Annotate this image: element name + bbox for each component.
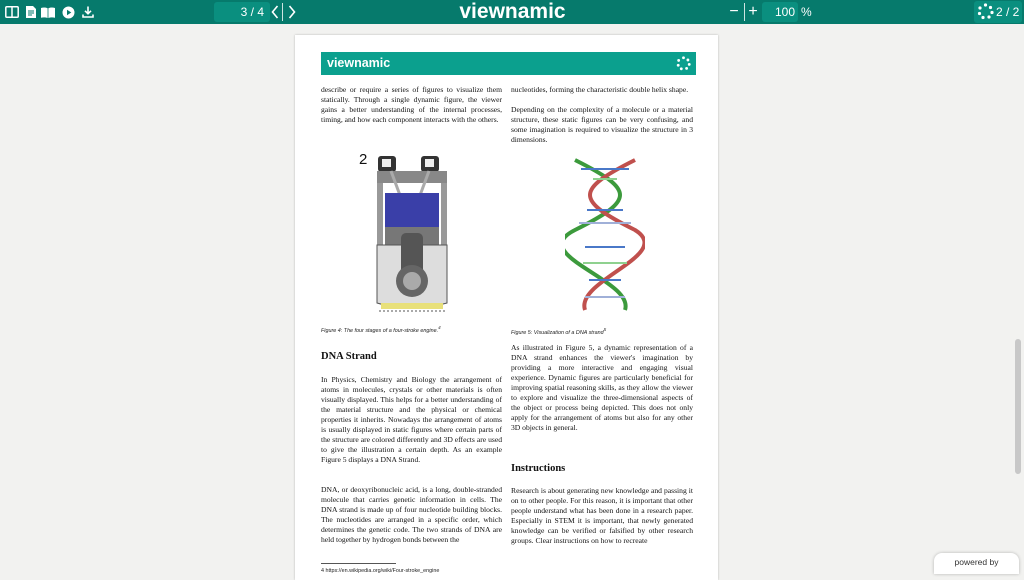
page-separator: / xyxy=(250,5,254,19)
left-paragraph-1: describe or require a series of figures to visualize them statically. Through a single dynamic figure, the viewer gains a better understanding of the internal processes, timing, and how each component interacts with the others. xyxy=(321,85,502,124)
figure-4-caption: Figure 4: The four stages of a four-stroke engine.$^4$ xyxy=(321,325,441,334)
engine-figure xyxy=(371,153,453,319)
left-paragraph-dna-2: DNA, or deoxyribonucleic acid, is a long, double-stranded molecule that carries genetic information in cells. The DNA strand is made up of four nucleotide building blocks. The nucleotides are arranged in a specific order, which determines the genetic code. The two strands of DNA are held together by hydrogen bonds between the xyxy=(321,485,502,544)
banner-title: viewnamic xyxy=(327,56,391,70)
right-paragraph-4: Research is about generating new knowledge and passing it on to other people. For this reason, it is important that other people understand what has been done in a research paper. Especially in STEM it is important, that newly generated knowledge can be verified or falsified by other research groups. Clear instructions on how to recreate xyxy=(511,486,693,545)
zoom-in-button[interactable]: + xyxy=(748,3,758,20)
app-brand: viewnamic xyxy=(459,0,566,23)
footnote-divider xyxy=(321,563,396,564)
heading-dna-strand: DNA Strand xyxy=(321,351,377,362)
figure-4-label: 2 xyxy=(359,151,368,168)
left-paragraph-dna-1: In Physics, Chemistry and Biology the arrangement of atoms in molecules, crystals or other materials is often visually displayed. This helps for a better understanding of the material structure and the physical or chemical properties it inherits. Nowadays the arrangement of atoms is usually displayed in static figures where certain parts of the structure are colored differently and 3D effects are used to give the illustration a certain depth. As an example Figure 5 displays a DNA Strand. xyxy=(321,375,502,464)
download-icon[interactable] xyxy=(79,3,97,21)
page-header-banner xyxy=(321,52,696,75)
current-page: 3 xyxy=(240,5,248,19)
top-toolbar xyxy=(0,0,1024,24)
viewnamic-logo-icon xyxy=(977,3,994,25)
figure-5-caption: Figure 5: Visualization of a DNA strand$^5$ xyxy=(511,327,607,336)
right-paragraph-2: Depending on the complexity of a molecule or a material structure, these static figures can be very confusing, and some imagination is required to visualize the structure in 3 dimensions. xyxy=(511,105,693,144)
footnote: 4 https://en.wikipedia.org/wiki/Four-stroke_engine xyxy=(321,568,440,574)
zoom-out-button[interactable]: − xyxy=(729,3,739,20)
total-pages: 4 xyxy=(257,5,264,19)
viewnamic-logo-icon xyxy=(676,56,691,76)
powered-by-badge[interactable]: powered by xyxy=(934,553,1019,574)
book-icon[interactable] xyxy=(39,3,57,21)
document-page xyxy=(295,35,718,580)
heading-instructions: Instructions xyxy=(511,463,566,474)
play-icon[interactable] xyxy=(59,3,77,21)
right-paragraph-1: nucleotides, forming the characteristic double helix shape. xyxy=(511,85,689,94)
badge-text: 2 / 2 xyxy=(996,5,1020,19)
page-badge[interactable] xyxy=(974,1,1022,23)
chevron-right-icon[interactable] xyxy=(283,3,301,21)
document-icon[interactable] xyxy=(22,3,40,21)
right-paragraph-3: As illustrated in Figure 5, a dynamic representation of a DNA strand enhances the viewer's imagination by providing a more interactive and engaging visual experience. Dynamic figures are particularly beneficial for improving spatial reasoning skills, as they allow the viewer to explore and visualize the three-dimensional aspects of the object or process being depicted. This does not only apply for the arrangement of atoms but also for any other 3D objects in general. xyxy=(511,343,693,432)
two-page-view-icon[interactable] xyxy=(3,3,21,21)
page-number-field[interactable] xyxy=(214,2,270,22)
dna-strand-figure xyxy=(565,155,645,315)
vertical-scrollbar[interactable] xyxy=(1015,339,1021,474)
zoom-field[interactable]: 100 xyxy=(762,2,798,22)
zoom-unit: % xyxy=(801,5,812,19)
